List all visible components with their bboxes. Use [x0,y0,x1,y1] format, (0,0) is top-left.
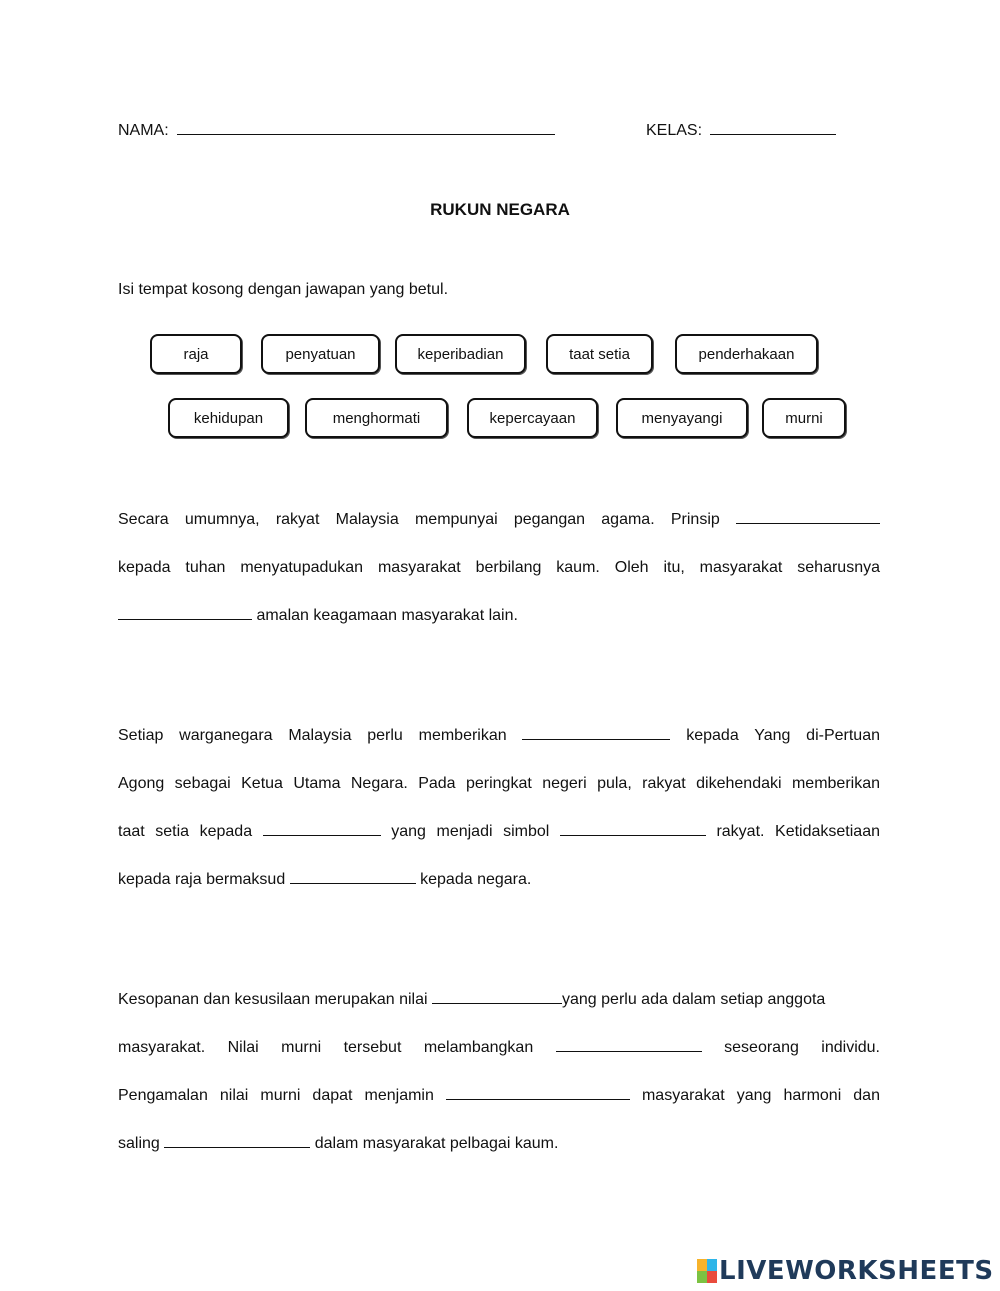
blank-6[interactable] [290,869,416,884]
p2-text: Setiap warganegara Malaysia perlu memberikan [118,727,507,744]
p3-text: saling [118,1135,160,1152]
p2-text: kepada negara. [420,871,532,888]
paragraph-2-line-3 [118,808,880,856]
blank-9[interactable] [446,1085,630,1100]
nama-label [118,120,555,140]
paragraph-3-line-2 [118,1024,880,1072]
nama-label-text: NAMA: [118,122,169,139]
blank-10[interactable] [164,1133,310,1148]
word-chip-taat-setia[interactable]: taat setia [546,334,653,374]
paragraph-2 [118,712,880,904]
word-chip-kehidupan[interactable]: kehidupan [168,398,289,438]
paragraph-1-line-2: kepada tuhan menyatupadukan masyarakat berbilang kaum. Oleh itu, masyarakat seharusnya [118,559,880,576]
paragraph-2-line-4 [118,856,880,904]
paragraph-1 [118,496,880,640]
p2-text: yang menjadi simbol [391,823,550,840]
p1-text: Secara umumnya, rakyat Malaysia mempunyai pegangan agama. Prinsip [118,511,720,528]
p3-text: dalam masyarakat pelbagai kaum. [314,1135,559,1152]
word-chip-kepercayaan[interactable]: kepercayaan [467,398,598,438]
blank-2[interactable] [118,605,252,620]
p3-text: yang perlu ada dalam setiap anggota [562,991,826,1008]
paragraph-2-line-2: Agong sebagai Ketua Utama Negara. Pada peringkat negeri pula, rakyat dikehendaki memberikan [118,775,880,792]
blank-5[interactable] [560,821,706,836]
p3-text: masyarakat. Nilai murni tersebut melambangkan [118,1039,534,1056]
page-title: RUKUN NEGARA [430,200,570,219]
p2-text: kepada Yang di-Pertuan [686,727,881,744]
kelas-label [646,120,836,140]
paragraph-3-line-1 [118,976,880,1024]
word-chip-penderhakaan[interactable]: penderhakaan [675,334,818,374]
paragraph-3 [118,976,880,1168]
liveworksheets-logo[interactable] [697,1256,994,1286]
p2-text: kepada raja bermaksud [118,871,286,888]
paragraph-1-line-3 [118,592,880,640]
blank-4[interactable] [263,821,381,836]
logo-square-1 [697,1259,707,1271]
p2-text: taat setia kepada [118,823,253,840]
p3-text: seseorang individu. [724,1039,881,1056]
word-chip-keperibadian[interactable]: keperibadian [395,334,526,374]
instruction-text: Isi tempat kosong dengan jawapan yang betul. [118,281,449,298]
paragraph-3-line-3 [118,1072,880,1120]
word-chip-murni[interactable]: murni [762,398,846,438]
blank-8[interactable] [556,1037,702,1052]
word-chip-menyayangi[interactable]: menyayangi [616,398,748,438]
paragraph-3-line-4 [118,1120,880,1168]
logo-square-4 [707,1271,717,1283]
logo-square-3 [697,1271,707,1283]
liveworksheets-logo-icon [697,1259,717,1283]
word-chip-raja[interactable]: raja [150,334,242,374]
logo-square-2 [707,1259,717,1271]
blank-3[interactable] [522,725,670,740]
p1-text: amalan keagamaan masyarakat lain. [256,607,518,624]
kelas-field[interactable] [710,120,836,135]
blank-7[interactable] [432,989,562,1004]
word-chip-menghormati[interactable]: menghormati [305,398,448,438]
paragraph-2-line-1 [118,712,880,760]
kelas-label-text: KELAS: [646,122,703,139]
logo-brand-text: LIVEWORKSHEETS [719,1256,994,1286]
blank-1[interactable] [736,509,880,524]
p3-text: masyarakat yang harmoni dan [641,1087,880,1104]
paragraph-1-line-1 [118,496,880,544]
word-chip-penyatuan[interactable]: penyatuan [261,334,380,374]
nama-field[interactable] [177,120,555,135]
p3-text: Kesopanan dan kesusilaan merupakan nilai [118,991,428,1008]
p2-text: rakyat. Ketidaksetiaan [716,823,880,840]
p3-text: Pengamalan nilai murni dapat menjamin [118,1087,434,1104]
